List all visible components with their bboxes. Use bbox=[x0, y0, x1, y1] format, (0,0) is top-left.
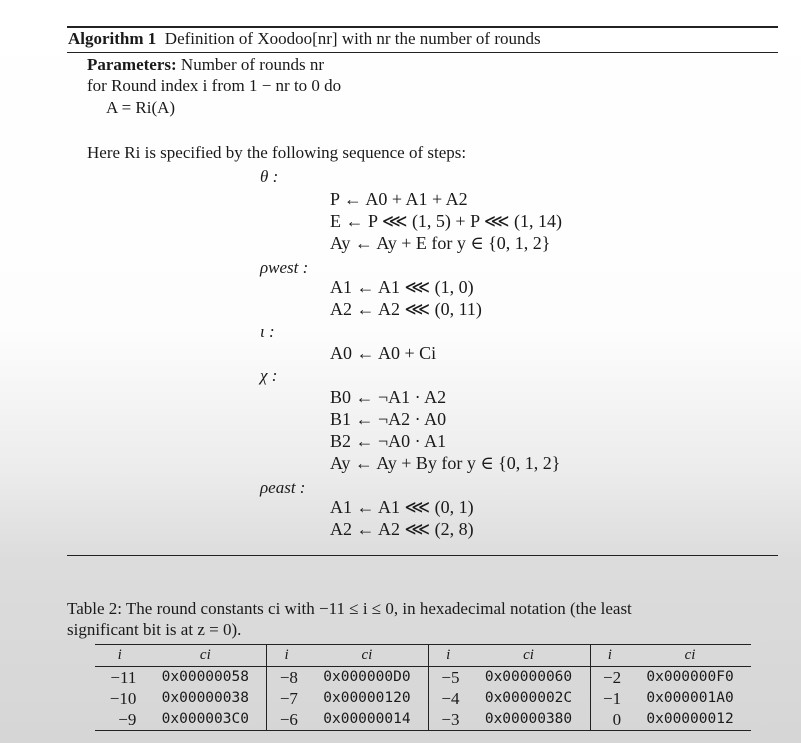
round-constant: 0x00000038 bbox=[144, 688, 266, 709]
round-index: 0 bbox=[590, 709, 629, 731]
step-iota-name: ι : bbox=[260, 322, 275, 341]
round-constants-table bbox=[95, 644, 751, 731]
round-index: −4 bbox=[441, 689, 460, 708]
round-constant: 0x000003C0 bbox=[144, 709, 266, 731]
algorithm-header-rule bbox=[67, 52, 778, 53]
round-constant: 0x00000058 bbox=[144, 667, 266, 689]
round-index: −8 bbox=[279, 668, 298, 687]
round-index: −7 bbox=[279, 689, 298, 708]
round-constant: 0x00000014 bbox=[306, 709, 428, 731]
table-row bbox=[95, 688, 751, 709]
header-i: i bbox=[590, 645, 629, 667]
algorithm-caption bbox=[68, 29, 541, 49]
theta-line-3: Ay ← Ay + E for y ∈ {0, 1, 2} bbox=[330, 233, 551, 253]
iota-line-1: A0 ← A0 + Ci bbox=[330, 343, 437, 363]
chi-line-4: Ay ← Ay + By for y ∈ {0, 1, 2} bbox=[330, 453, 561, 473]
round-index: −10 bbox=[109, 689, 137, 708]
header-i: i bbox=[428, 645, 467, 667]
steps-intro: Here Ri is specified by the following sequence of steps: bbox=[87, 143, 467, 162]
round-constant: 0x000000D0 bbox=[306, 667, 428, 689]
table-caption-line-2: significant bit is at z = 0). bbox=[67, 620, 242, 639]
step-chi-name: χ : bbox=[260, 366, 278, 385]
chi-line-2: B1 ← ¬A2 · A0 bbox=[330, 409, 447, 429]
algorithm-bottom-rule bbox=[67, 555, 778, 556]
header-i: i bbox=[267, 645, 306, 667]
header-i: i bbox=[95, 645, 144, 667]
round-index: −2 bbox=[603, 668, 622, 687]
round-index: −1 bbox=[603, 689, 622, 708]
table-caption-line-1: Table 2: The round constants ci with −11 ≤ i ≤ 0, in hexadecimal notation (the least bbox=[67, 599, 632, 618]
theta-line-2: E ← P ⋘ (1, 5) + P ⋘ (1, 14) bbox=[330, 211, 563, 231]
round-index: −11 bbox=[110, 668, 137, 687]
round-constant: 0x00000060 bbox=[468, 667, 590, 689]
step-theta-name: θ : bbox=[260, 167, 279, 186]
round-constant: 0x000000F0 bbox=[646, 669, 734, 685]
rho-east-line-1: A1 ← A1 ⋘ (0, 1) bbox=[330, 497, 474, 517]
header-c: ci bbox=[629, 645, 751, 667]
table-header-row bbox=[95, 645, 751, 667]
round-constant: 0x0000002C bbox=[468, 688, 590, 709]
loop-body-line: A = Ri(A) bbox=[106, 98, 176, 117]
algorithm-top-rule bbox=[67, 26, 778, 28]
parameters-line bbox=[87, 55, 324, 75]
step-rho-east-name: ρeast : bbox=[260, 478, 306, 497]
round-constant: 0x00000380 bbox=[468, 709, 590, 731]
header-c: ci bbox=[468, 645, 590, 667]
round-index: −3 bbox=[428, 709, 467, 731]
round-constant: 0x00000012 bbox=[629, 709, 751, 731]
chi-line-3: B2 ← ¬A0 · A1 bbox=[330, 431, 447, 451]
step-rho-west-name: ρwest : bbox=[260, 258, 309, 277]
table-row bbox=[95, 709, 751, 731]
round-constant: 0x000001A0 bbox=[646, 690, 734, 706]
round-index: −5 bbox=[441, 668, 460, 687]
parameters-label: Parameters: bbox=[87, 55, 177, 74]
table-row bbox=[95, 667, 751, 689]
rho-west-line-2: A2 ← A2 ⋘ (0, 11) bbox=[330, 299, 482, 319]
algorithm-label: Algorithm 1 bbox=[68, 29, 157, 48]
round-constant: 0x00000120 bbox=[306, 688, 428, 709]
chi-line-1: B0 ← ¬A1 · A2 bbox=[330, 387, 447, 407]
header-c: ci bbox=[144, 645, 266, 667]
rho-east-line-2: A2 ← A2 ⋘ (2, 8) bbox=[330, 519, 474, 539]
round-index: −9 bbox=[95, 709, 144, 731]
rho-west-line-1: A1 ← A1 ⋘ (1, 0) bbox=[330, 277, 474, 297]
parameters-text: Number of rounds nr bbox=[180, 55, 324, 74]
round-index: −6 bbox=[267, 709, 306, 731]
theta-line-1: P ← A0 + A1 + A2 bbox=[330, 189, 468, 209]
for-loop-line: for Round index i from 1 − nr to 0 do bbox=[87, 76, 342, 95]
header-c: ci bbox=[306, 645, 428, 667]
algorithm-title: Definition of Xoodoo[nr] with nr the number of rounds bbox=[164, 29, 541, 48]
